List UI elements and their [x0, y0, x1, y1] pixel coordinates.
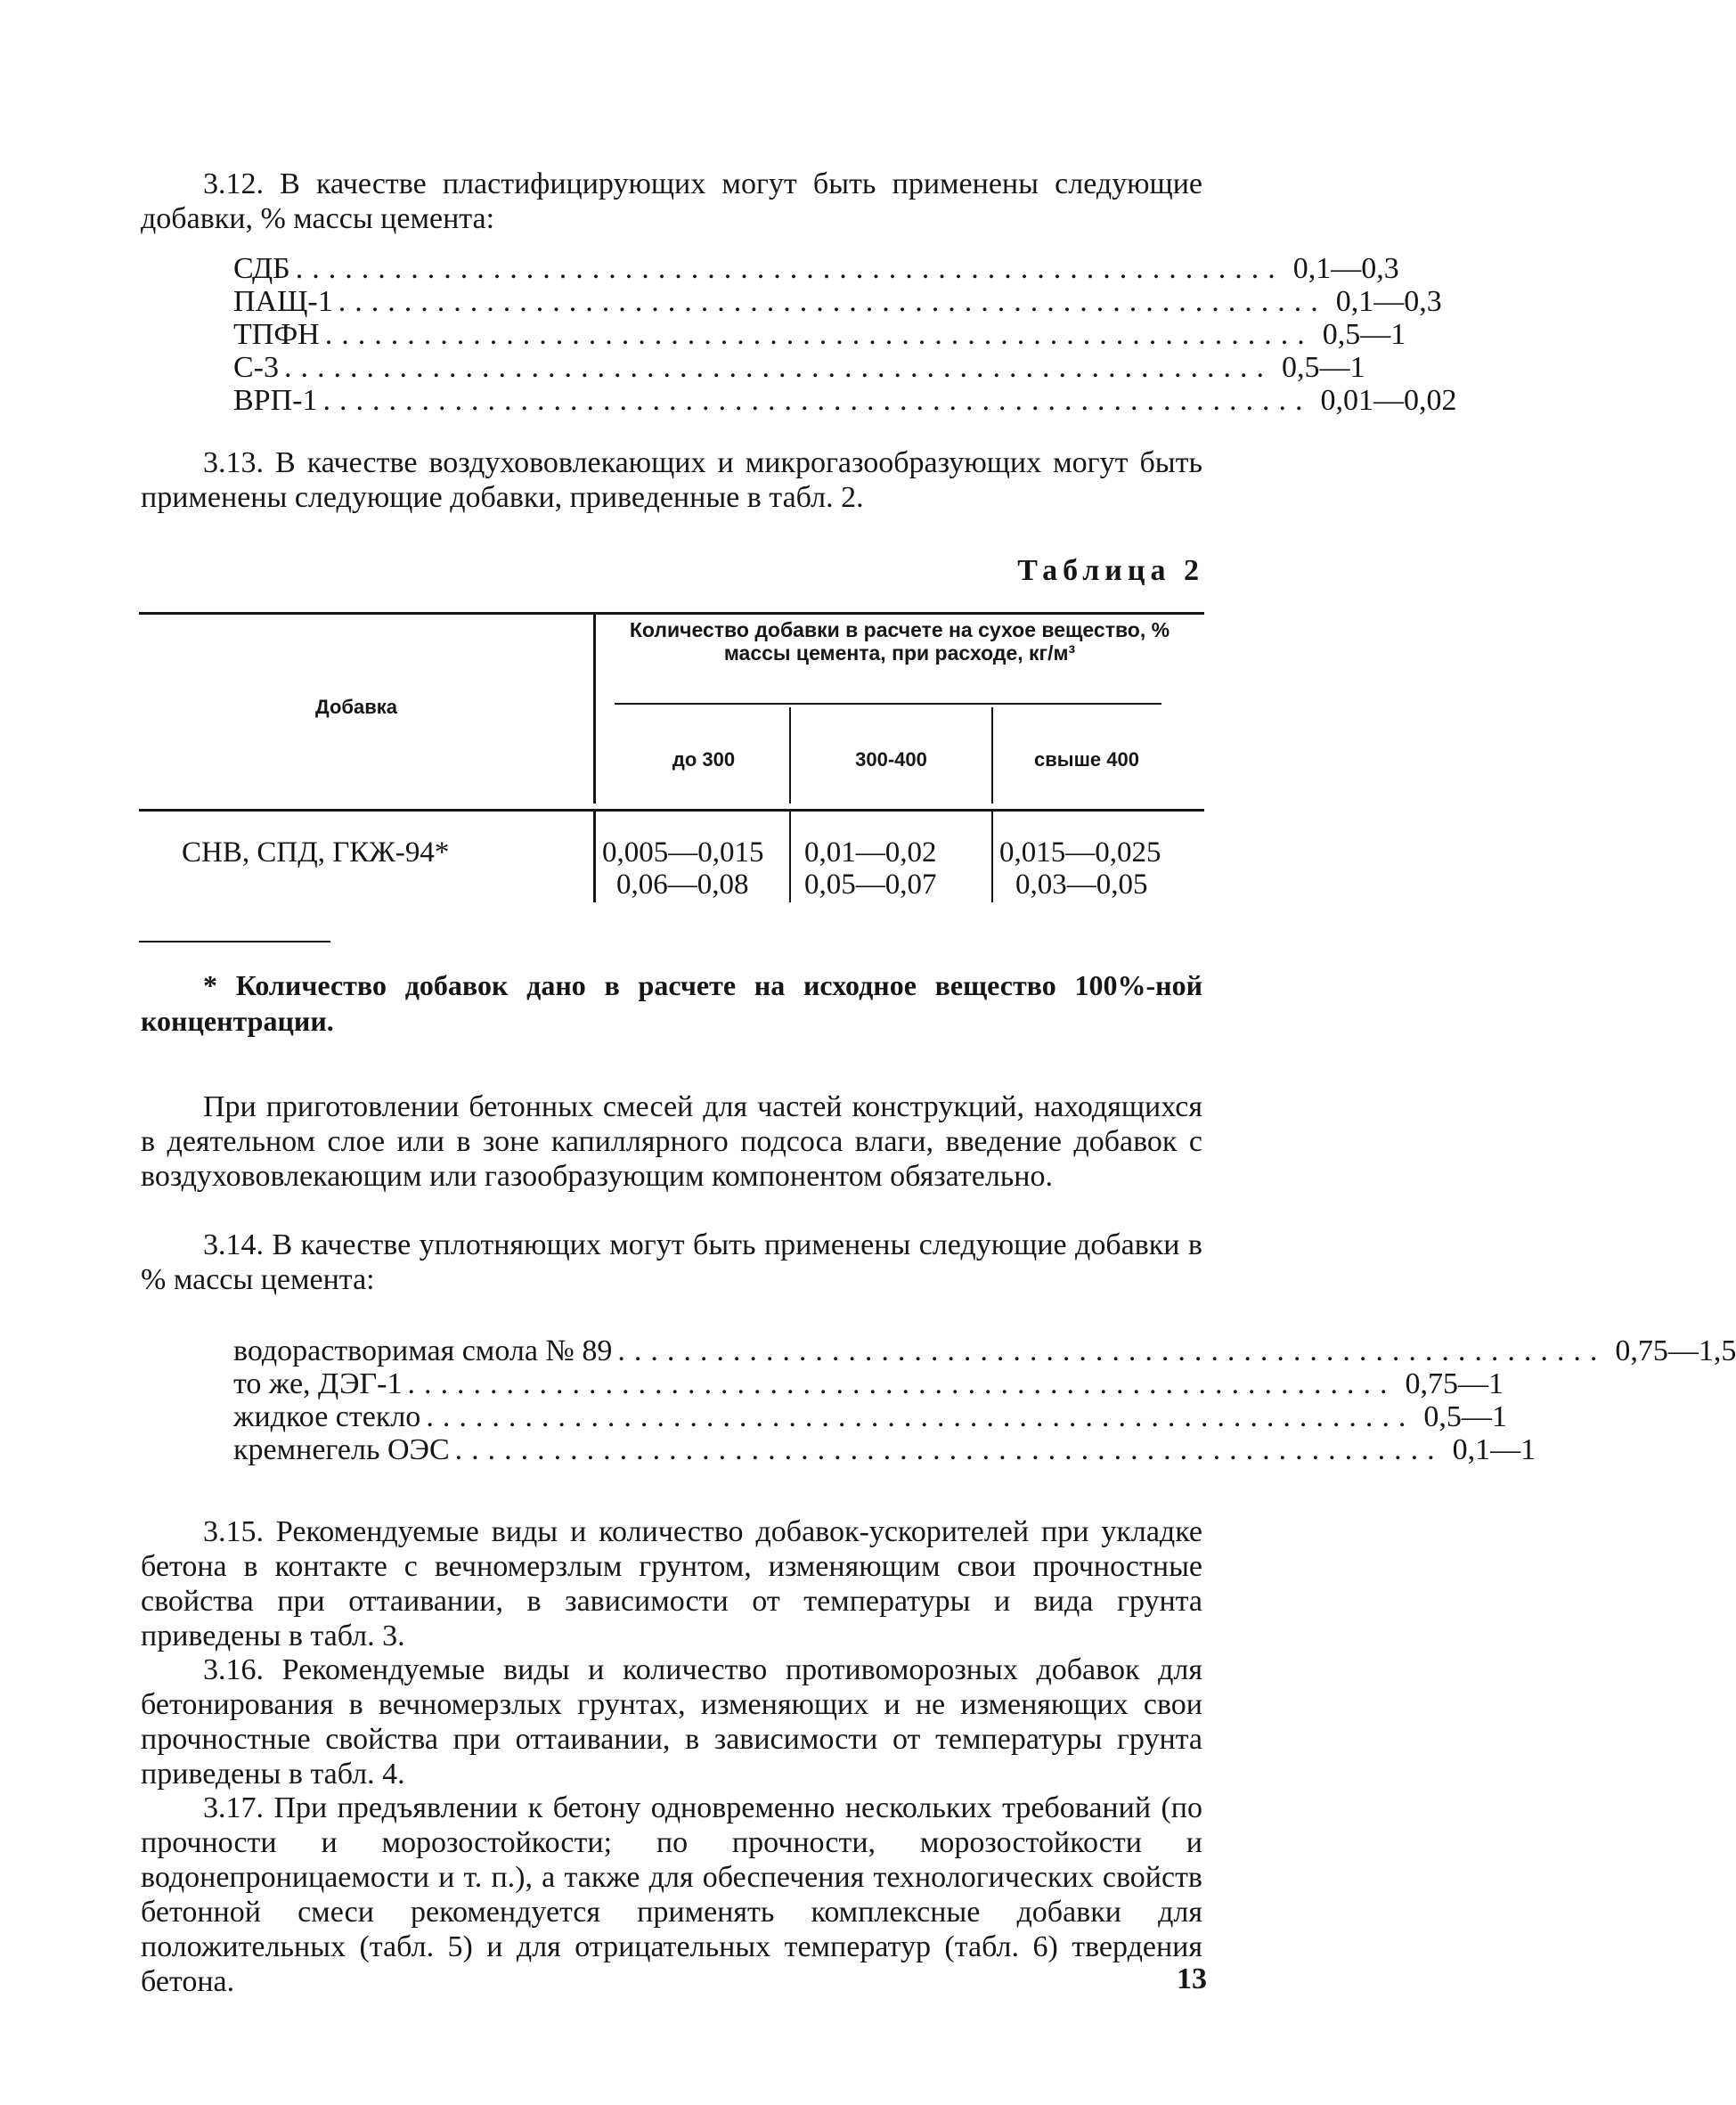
dot-leader: ............................................................: [338, 285, 1327, 318]
table-subcol-divider-1: [789, 707, 791, 804]
sealant-item-value: 0,75—1,5: [1615, 1334, 1736, 1367]
value-line: 0,005—0,015: [602, 836, 764, 869]
plasticizer-item-value: 0,1—0,3: [1335, 285, 1442, 318]
value-line: 0,06—0,08: [616, 869, 749, 901]
subcol-header-2: 300-400: [855, 748, 927, 771]
dot-leader: ............................................................: [407, 1367, 1397, 1400]
value-line: 0,01—0,02: [804, 836, 937, 869]
table-body-divider-2: [991, 811, 993, 902]
col-header-quantity: Количество добавки в расчете на сухое вещество, % массы цемента, при расходе, кг/м³: [629, 618, 1170, 665]
plasticizer-item: [233, 351, 1365, 384]
plasticizer-item-value: 0,5—1: [1322, 318, 1406, 351]
table-top-rule: [139, 612, 1204, 615]
subcol-header-3: свыше 400: [1034, 748, 1139, 771]
plasticizer-item-name: СДБ: [233, 252, 290, 285]
plasticizer-item: [233, 318, 1406, 351]
dot-leader: ............................................................: [284, 351, 1273, 384]
plasticizer-item-name: ТПФН: [233, 318, 320, 351]
paragraph-3-16: 3.16. Рекомендуемые виды и количество противоморозных добавок для бетонирования в вечномерзлых грунтах, изменяющих и не изменяющих свои прочностные свойства при оттаивании, в зависимости от температуры грунта приведены в табл. 4.: [141, 1653, 1202, 1791]
sealant-item: [233, 1433, 1536, 1466]
table-body-divider-0: [593, 811, 596, 902]
dot-leader: ............................................................: [426, 1400, 1415, 1433]
sealant-item-name: кремнегель ОЭС: [233, 1433, 450, 1466]
page-number: 13: [1177, 1962, 1207, 1995]
sealant-item: [233, 1367, 1504, 1400]
value-cell-3: [999, 836, 1195, 901]
plasticizer-item-name: С-3: [233, 351, 279, 384]
value-line: 0,015—0,025: [999, 836, 1161, 869]
plasticizer-item-name: ВРП-1: [233, 384, 318, 417]
plasticizer-item-name: ПАЩ-1: [233, 285, 333, 318]
sealant-item-value: 0,1—1: [1452, 1433, 1536, 1466]
dot-leader: ............................................................: [324, 318, 1314, 351]
plasticizer-item: [233, 384, 1457, 417]
table-subcol-divider-2: [991, 707, 993, 804]
sealant-item-name: жидкое стекло: [233, 1400, 421, 1433]
plasticizer-item-value: 0,1—0,3: [1292, 252, 1399, 285]
plasticizer-item: [233, 252, 1399, 285]
sealant-list: [233, 1334, 1736, 1466]
paragraph-preparation: При приготовлении бетонных смесей для частей конструкций, находящихся в деятельном слое или в зоне капиллярного подсоса влаги, введение добавок с воздухововлекающим или газообразующим компонентом обязательно.: [141, 1090, 1202, 1193]
value-cell-2: [804, 836, 991, 901]
plasticizer-item-value: 0,01—0,02: [1320, 384, 1457, 417]
sealant-item-name: водорастворимая смола № 89: [233, 1334, 613, 1367]
sealant-item: [233, 1334, 1736, 1367]
col-header-additive: Добавка: [315, 696, 397, 718]
dot-leader: ............................................................: [454, 1433, 1444, 1466]
footnote: * Количество добавок дано в расчете на исходное вещество 100%-ной концентрации.: [141, 969, 1202, 1037]
paragraph-3-17: 3.17. При предъявлении к бетону одновременно нескольких требований (по прочности и морозостойкости; по прочности, морозостойкости и водонепроницаемости и т. п.), а также для обеспечения технологических свойств бетонной смеси рекомендуется применять комплексные добавки для положительных (табл. 5) и для отрицательных температур (табл. 6) твердения бетона.: [141, 1791, 1202, 1998]
plasticizer-item: [233, 285, 1442, 318]
table-caption: Таблица 2: [1017, 554, 1204, 587]
plasticizer-item-value: 0,5—1: [1282, 351, 1365, 384]
dot-leader: ............................................................: [322, 384, 1312, 417]
value-line: 0,05—0,07: [804, 869, 937, 901]
paragraph-3-13: 3.13. В качестве воздухововлекающих и микрогазообразующих могут быть применены следующие добавки, приведенные в табл. 2.: [141, 446, 1202, 514]
table-subheader-rule: [615, 703, 1161, 705]
value-line: 0,03—0,05: [1015, 869, 1148, 901]
table-body-divider-1: [789, 811, 791, 902]
subcol-header-1: до 300: [672, 748, 736, 771]
paragraph-3-14: 3.14. В качестве уплотняющих могут быть применены следующие добавки в % массы цемента:: [141, 1228, 1202, 1296]
table-col-divider: [593, 615, 596, 804]
value-cell-1: [602, 836, 789, 901]
sealant-item-value: 0,5—1: [1423, 1400, 1507, 1433]
paragraph-3-15: 3.15. Рекомендуемые виды и количество добавок-ускорителей при укладке бетона в контакте с вечномерзлым грунтом, изменяющим свои прочностные свойства при оттаивании, в зависимости от температуры и вида грунта приведены в табл. 3.: [141, 1515, 1202, 1652]
dot-leader: ............................................................: [617, 1334, 1607, 1367]
sealant-item: [233, 1400, 1507, 1433]
plasticizer-list: [233, 252, 1457, 417]
footnote-rule: [139, 941, 330, 942]
sealant-item-value: 0,75—1: [1405, 1367, 1504, 1400]
table-header-rule: [139, 809, 1204, 812]
paragraph-3-12: 3.12. В качестве пластифицирующих могут быть применены следующие добавки, % массы цемента:: [141, 167, 1202, 235]
row-additive-name: СНВ, СПД, ГКЖ-94*: [182, 836, 450, 869]
dot-leader: ............................................................: [295, 252, 1284, 285]
sealant-item-name: то же, ДЭГ-1: [233, 1367, 403, 1400]
